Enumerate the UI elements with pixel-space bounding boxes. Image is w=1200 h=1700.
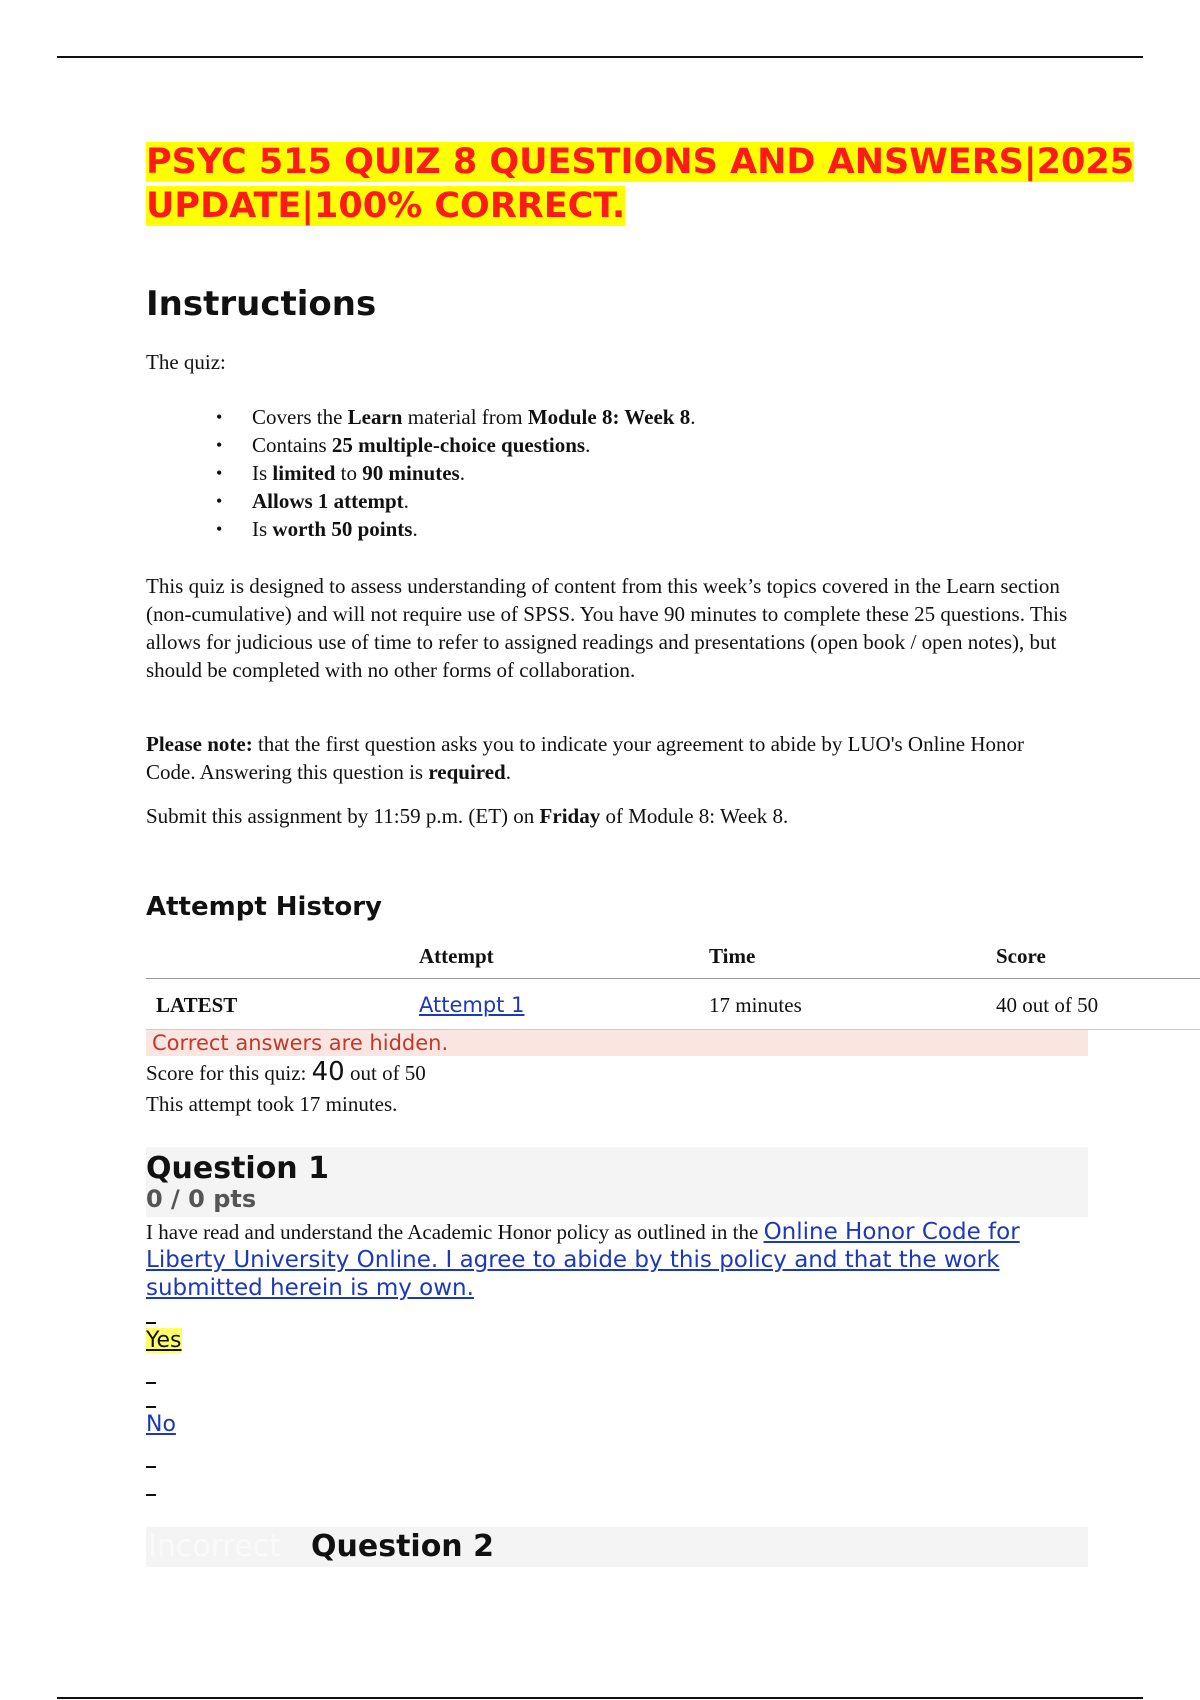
question-2-title: Question 2 (311, 1529, 494, 1564)
title-line-1: PSYC 515 QUIZ 8 QUESTIONS AND ANSWERS|2025 (146, 142, 1135, 182)
attempt-history-table (146, 936, 1200, 1030)
quiz-score-number: 40 (311, 1057, 345, 1087)
document-title (146, 140, 1200, 228)
title-line-2: UPDATE|100% CORRECT. (146, 186, 626, 226)
answer-marker-dash (146, 1382, 156, 1384)
quiz-fact-1: • Covers the Learn material from Module 8: Week 8. (216, 403, 695, 431)
quiz-facts-list (216, 403, 695, 543)
answer-marker-dash (146, 1466, 156, 1468)
table-header-row (146, 936, 1200, 979)
quiz-description: This quiz is designed to assess understanding of content from this week’s topics covered in the Learn section (non-cumulative) and will not require use of SPSS. You have 90 minutes to complete these 25 questions. This allows for judicious use of time to refer to assigned readings and presentations (open book / open notes), but should be completed with no other forms of collaboration. (146, 574, 1068, 682)
header-score: Score (996, 944, 1046, 968)
header-attempt: Attempt (419, 944, 494, 968)
honor-code-link[interactable]: Online Honor Code for Liberty University Online. I agree to abide by this policy and that the work submitted herein is my own. (146, 1219, 1020, 1301)
table-row (146, 979, 1200, 1030)
answer-marker-dash (146, 1494, 156, 1496)
question-1-header (146, 1147, 1088, 1217)
quiz-fact-4: • Allows 1 attempt. (216, 487, 695, 515)
quiz-fact-2: • Contains 25 multiple-choice questions. (216, 431, 695, 459)
attempt-score: 40 out of 50 (996, 993, 1099, 1017)
header-time: Time (709, 944, 756, 968)
quiz-fact-5: • Is worth 50 points. (216, 515, 695, 543)
row-label-latest: LATEST (156, 993, 238, 1017)
instructions-heading: Instructions (146, 284, 377, 324)
question-2-status-faded: Incorrect (148, 1529, 281, 1564)
bottom-rule (57, 1697, 1143, 1699)
question-1-text: I have read and understand the Academic Honor policy as outlined in the Online Honor Code for Liberty University Online. I agree to abide by this policy and that the work submitted herein is my own. (146, 1219, 1020, 1301)
answers-hidden-text: Correct answers are hidden. (152, 1031, 449, 1055)
answer-no[interactable]: No (146, 1412, 176, 1437)
question-1-points: 0 / 0 pts (146, 1185, 257, 1213)
answers-hidden-banner (146, 1030, 1088, 1056)
answer-marker-dash (146, 1406, 156, 1408)
top-rule (57, 56, 1143, 58)
answer-yes[interactable]: Yes (146, 1328, 182, 1353)
question-2-header (146, 1527, 1088, 1567)
quiz-score-line: Score for this quiz: 40 out of 50 (146, 1057, 426, 1087)
quiz-lead: The quiz: (146, 350, 226, 374)
question-1-title: Question 1 (146, 1151, 329, 1186)
attempt-history-heading: Attempt History (146, 892, 383, 922)
attempt-duration: This attempt took 17 minutes. (146, 1092, 398, 1116)
honor-note: Please note: that the first question asks you to indicate your agreement to abide by LUO's Online Honor Code. Answering this question is required. (146, 732, 1024, 784)
attempt-1-link[interactable]: Attempt 1 (419, 993, 525, 1017)
answer-marker-dash (146, 1322, 156, 1324)
submit-deadline: Submit this assignment by 11:59 p.m. (ET) on Friday of Module 8: Week 8. (146, 804, 789, 828)
quiz-fact-3: • Is limited to 90 minutes. (216, 459, 695, 487)
attempt-time: 17 minutes (709, 993, 802, 1017)
